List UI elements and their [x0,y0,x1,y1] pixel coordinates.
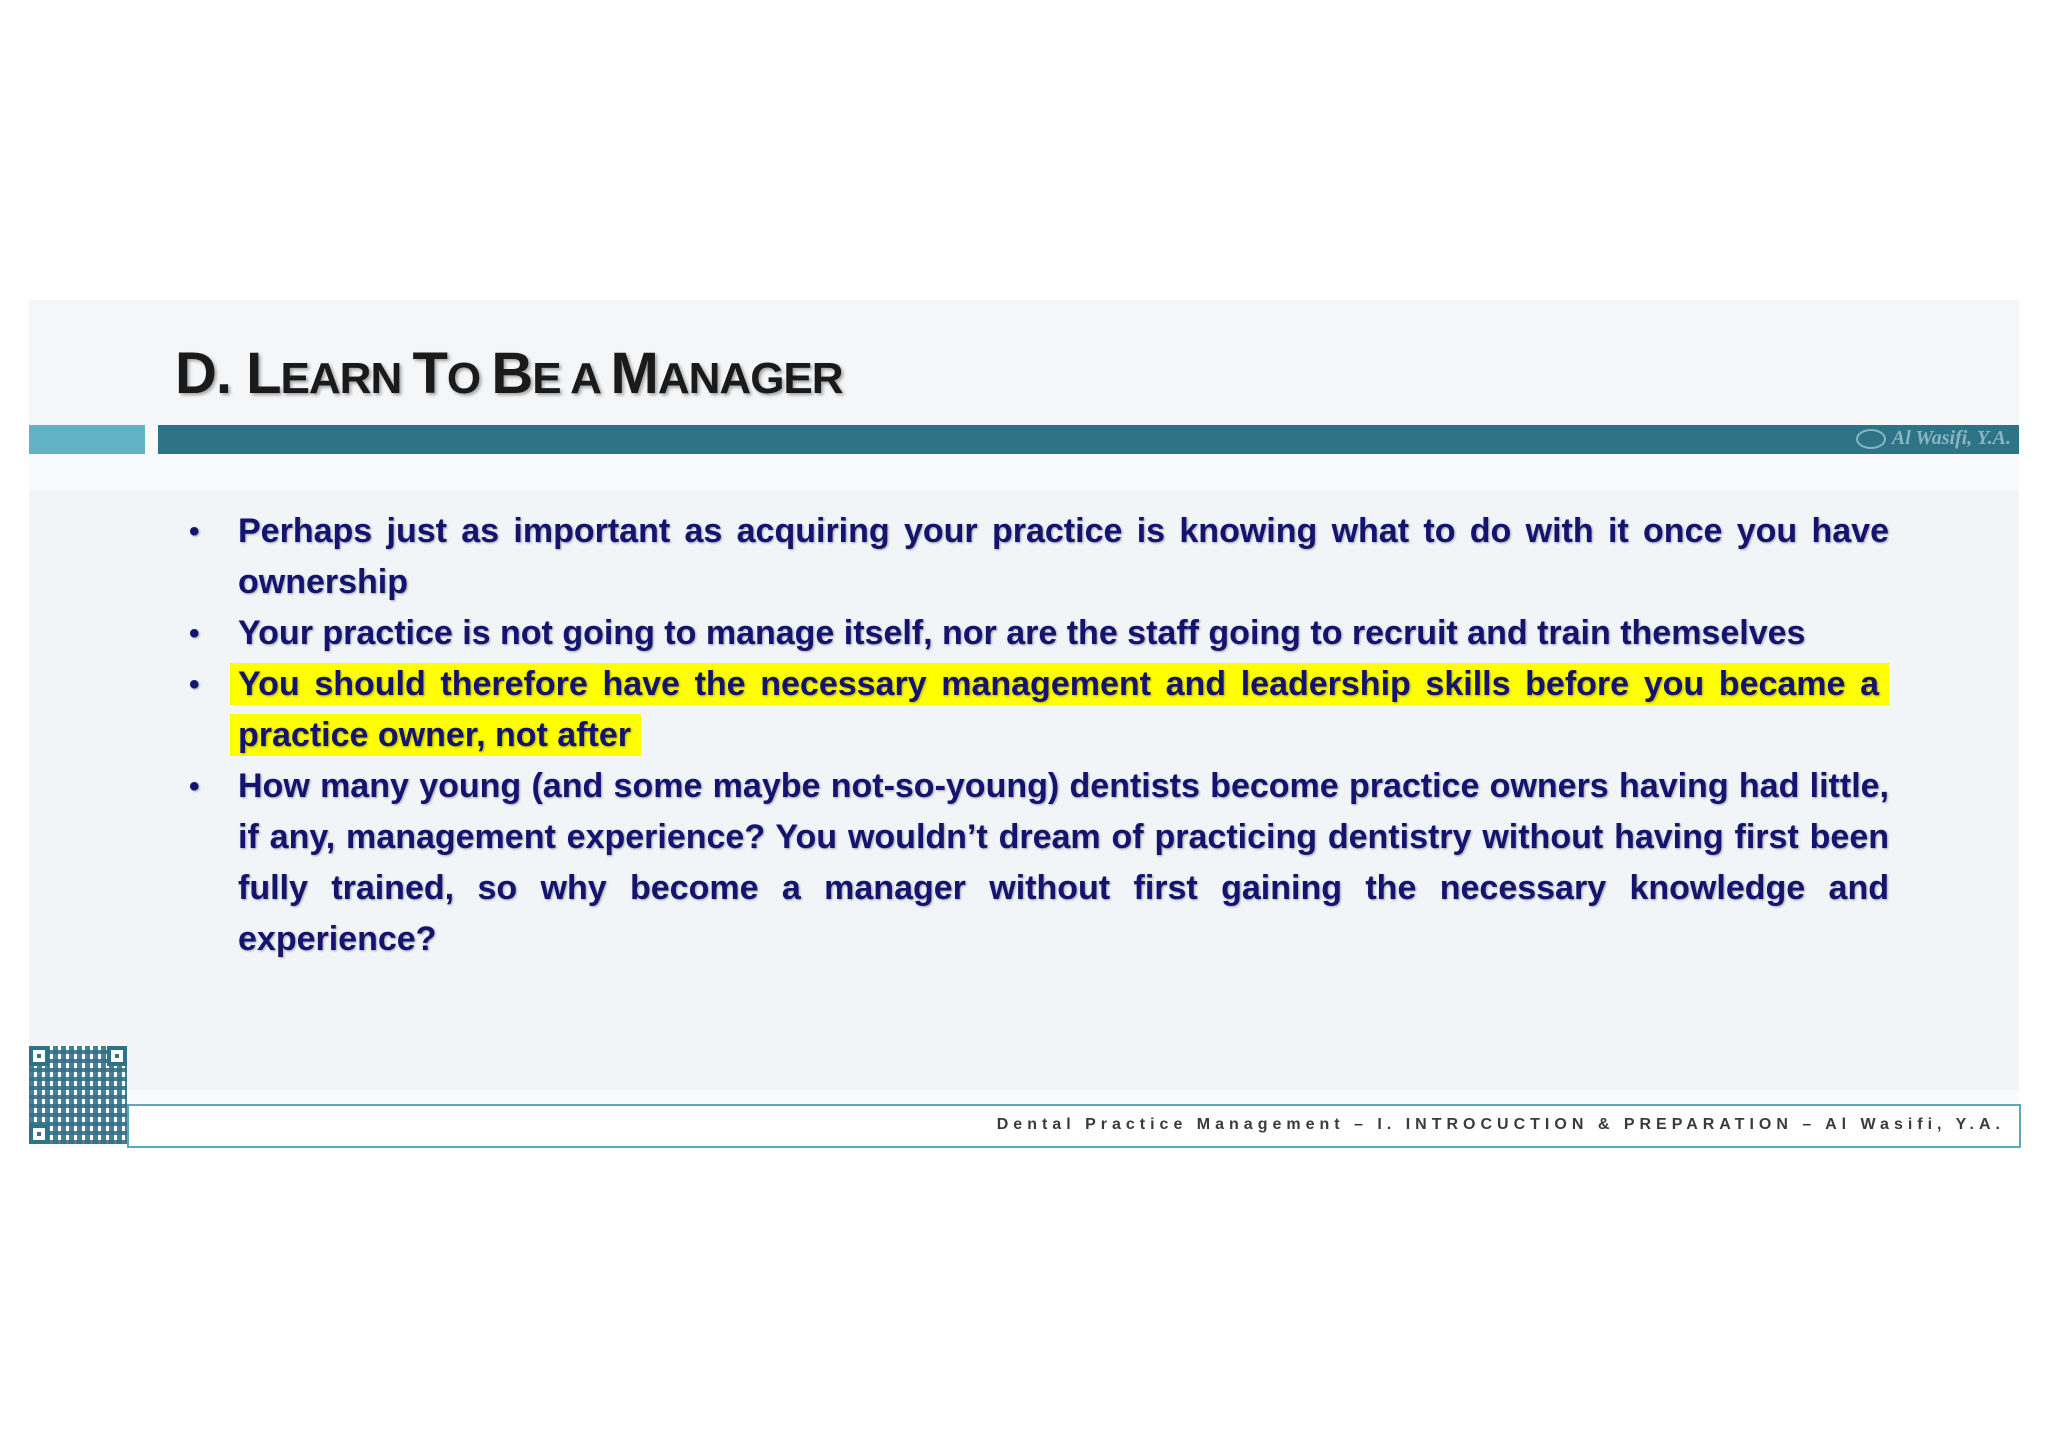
content-area [29,490,2019,1090]
accent-bar-main [158,425,2019,454]
qr-finder-icon [29,1124,49,1144]
list-item [189,608,1889,659]
slide-footer [127,1104,2021,1148]
watermark-text: Al Wasifi, Y.A. [1891,427,2011,449]
bullet-icon: • [189,770,200,803]
bullet-icon: • [189,617,200,650]
highlighted-bullet-text: You should therefore have the necessary management and leadership skills before you became a practice owner, not after [230,663,1889,756]
bullet-text: Perhaps just as important as acquiring your practice is knowing what to do with it once you have ownership [238,512,1889,601]
bullet-icon: • [189,515,200,548]
bullet-text: Your practice is not going to manage itself, nor are the staff going to recruit and train themselves [238,614,1806,652]
slide-title: D. LEARN TO BE A MANAGER [175,341,843,406]
list-item [189,506,1889,608]
qr-finder-icon [107,1046,127,1066]
list-item [189,761,1889,965]
qr-code-icon [29,1046,127,1144]
tooth-logo-icon [1856,429,1886,449]
bullet-icon: • [189,668,200,701]
footer-text: Dental Practice Management – I. INTROCUCTION & PREPARATION – Al Wasifi, Y.A. [996,1116,2005,1133]
qr-finder-icon [29,1046,49,1066]
bullet-list [189,506,1889,965]
accent-bar-left [29,425,145,454]
bullet-text: How many young (and some maybe not-so-young) dentists become practice owners having had little, if any, management experience? You wouldn’t dream of practicing dentistry without having first been fully trained, so why become a manager without first gaining the necessary knowledge and experience? [238,767,1889,958]
author-watermark [1856,427,2011,450]
list-item-highlighted [189,659,1889,761]
title-area [29,300,2019,425]
slide [29,300,2019,1148]
